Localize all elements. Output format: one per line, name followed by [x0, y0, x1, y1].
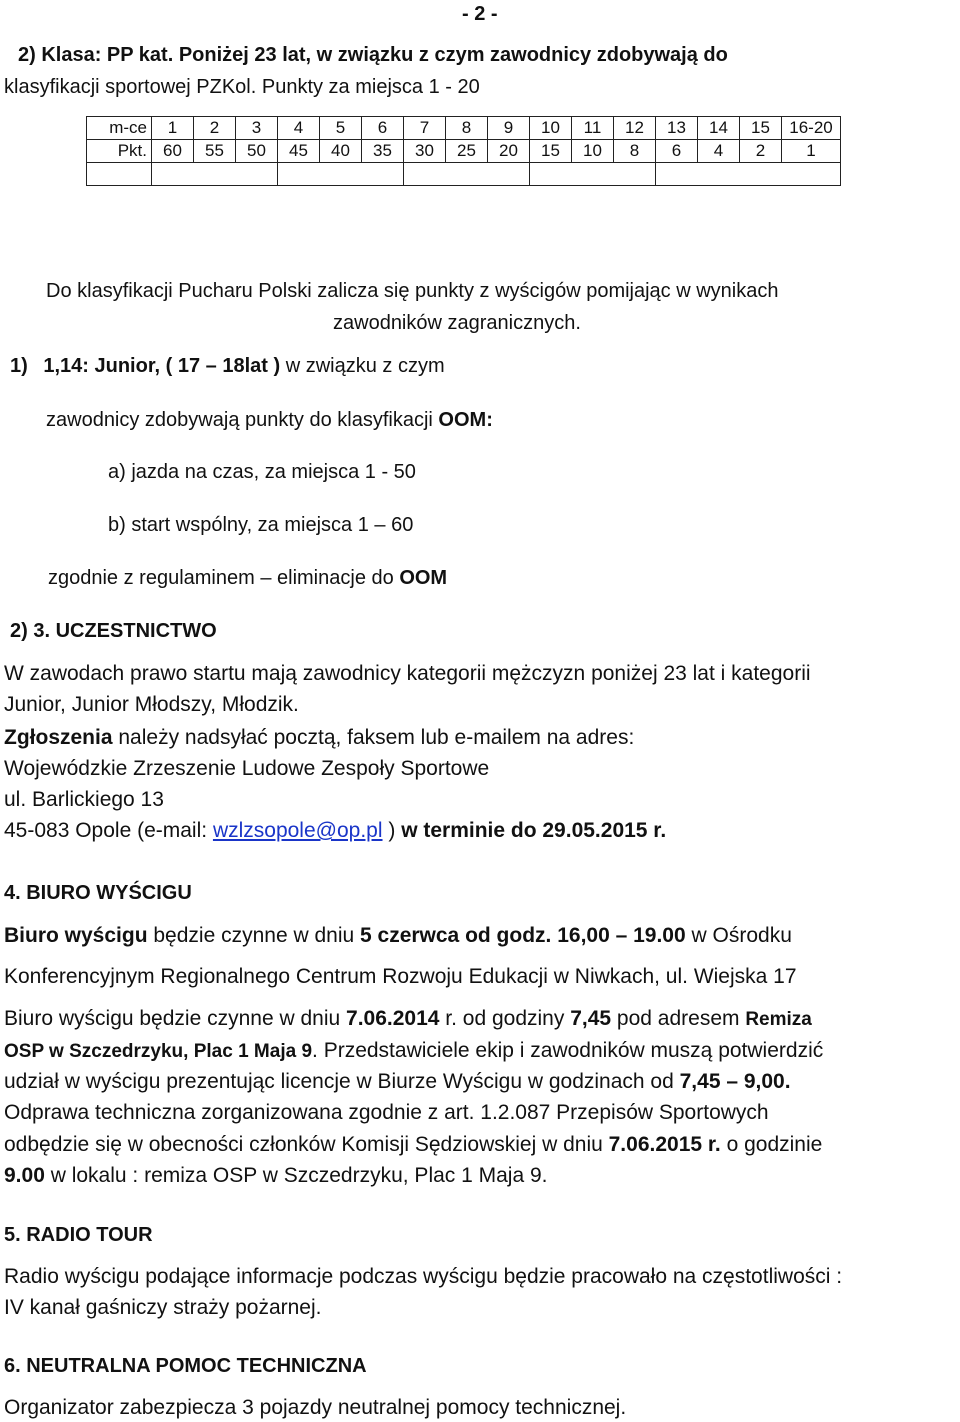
- applications-label: Zgłoszenia: [4, 726, 113, 749]
- junior-heading: [10, 356, 445, 376]
- radio-heading: 5. RADIO TOUR: [4, 1224, 153, 1246]
- neutral-line1: Organizator zabezpiecza 3 pojazdy neutralnej pomocy technicznej.: [4, 1396, 627, 1419]
- empty-cell: [152, 163, 278, 186]
- office-line7: [4, 1134, 822, 1155]
- junior-num: 1): [10, 355, 28, 377]
- radio-line1: Radio wyścigu podające informacje podczas wyścigu będzie pracowało na częstotliwości :: [4, 1265, 843, 1288]
- points-cell: 10: [572, 140, 614, 163]
- section2-text: 2) Klasa: PP kat. Poniżej 23 lat, w związku z czym zawodnicy zdobywają do: [18, 44, 728, 66]
- cup-line2: zawodników zagranicznych.: [333, 312, 581, 334]
- office-time: 7,45: [570, 1007, 612, 1030]
- office-hours: 7,45 – 9,00.: [679, 1070, 791, 1093]
- office-line8-rest: w lokalu : remiza OSP w Szczedrzyku, Plac 1 Maja 9.: [44, 1164, 548, 1187]
- empty-cell: [530, 163, 656, 186]
- oom-label: OOM:: [438, 409, 493, 431]
- junior-item-b: b) start wspólny, za miejsca 1 – 60: [108, 514, 414, 536]
- points-cell: 1: [782, 140, 841, 163]
- participation-line3: [4, 727, 634, 748]
- places-label: m-ce: [87, 117, 152, 140]
- email-link[interactable]: wzlzsopole@op.pl: [212, 819, 383, 842]
- regulation-text: zgodnie z regulaminem – eliminacje do: [48, 567, 400, 589]
- office-line2: Konferencyjnym Regionalnego Centrum Rozwoju Edukacji w Niwkach, ul. Wiejska 17: [4, 965, 797, 988]
- office-line4: [4, 1040, 823, 1061]
- points-cell: 35: [362, 140, 404, 163]
- oom-label: OOM: [399, 567, 448, 589]
- empty-row: [87, 163, 841, 186]
- place-cell: 2: [194, 117, 236, 140]
- junior-title: 1,14: Junior, ( 17 – 18lat ): [43, 355, 281, 377]
- cup-line1: Do klasyfikacji Pucharu Polski zalicza się punkty z wyścigów pomijając w wynikach: [46, 280, 779, 302]
- place-cell: 13: [656, 117, 698, 140]
- place-cell: 15: [740, 117, 782, 140]
- points-table: [86, 116, 841, 186]
- junior-line2-text: zawodnicy zdobywają punkty do klasyfikacji: [46, 409, 439, 431]
- place-cell: 6: [362, 117, 404, 140]
- address-street: ul. Barlickiego 13: [4, 788, 164, 811]
- participation-line1: W zawodach prawo startu mają zawodnicy kategorii mężczyzn poniżej 23 lat i kategorii: [4, 662, 811, 685]
- place-cell: 1: [152, 117, 194, 140]
- place-cell: 3: [236, 117, 278, 140]
- applications-text: należy nadsyłać pocztą, faksem lub e-mailem na adres:: [112, 726, 635, 749]
- points-cell: 6: [656, 140, 698, 163]
- office-line7-c: o godzinie: [720, 1133, 823, 1156]
- points-cell: 15: [530, 140, 572, 163]
- place-cell: 16-20: [782, 117, 841, 140]
- junior-line2: [46, 410, 493, 430]
- radio-line2: IV kanał gaśniczy straży pożarnej.: [4, 1296, 322, 1319]
- page-number: - 2 -: [462, 3, 498, 25]
- neutral-heading: 6. NEUTRALNA POMOC TECHNICZNA: [4, 1355, 367, 1377]
- points-cell: 20: [488, 140, 530, 163]
- points-cell: 4: [698, 140, 740, 163]
- participation-line2: Junior, Junior Młodszy, Młodzik.: [4, 693, 299, 716]
- place-cell: 4: [278, 117, 320, 140]
- points-cell: 55: [194, 140, 236, 163]
- city-text: 45-083 Opole (e-mail:: [4, 819, 213, 842]
- place-cell: 11: [572, 117, 614, 140]
- points-label: Pkt.: [87, 140, 152, 163]
- office-line5: [4, 1071, 791, 1092]
- place-cell: 7: [404, 117, 446, 140]
- office-line8: [4, 1165, 548, 1186]
- points-cell: 8: [614, 140, 656, 163]
- points-cell: 50: [236, 140, 278, 163]
- office-line7-a: odbędzie się w obecności członków Komisji Sędziowskiej w dniu: [4, 1133, 609, 1156]
- office-heading: 4. BIURO WYŚCIGU: [4, 882, 192, 904]
- address-city: [4, 820, 666, 841]
- empty-cell: [404, 163, 530, 186]
- section2-line1: [18, 45, 728, 65]
- office-line3-c: r. od godziny: [439, 1007, 571, 1030]
- city-close: ): [382, 819, 402, 842]
- place-cell: 5: [320, 117, 362, 140]
- office-line1: [4, 925, 792, 946]
- office-time2: 9.00: [4, 1164, 45, 1187]
- office-tail: w Ośrodku: [685, 924, 792, 947]
- place-cell: 9: [488, 117, 530, 140]
- office-place: Remiza: [745, 1009, 812, 1030]
- place-cell: 14: [698, 117, 740, 140]
- empty-cell: [278, 163, 404, 186]
- place-cell: 10: [530, 117, 572, 140]
- points-cell: 25: [446, 140, 488, 163]
- points-cell: 45: [278, 140, 320, 163]
- office-line4-rest: . Przedstawiciele ekip i zawodników muszą potwierdzić: [312, 1039, 824, 1062]
- place-cell: 8: [446, 117, 488, 140]
- places-row: [87, 117, 841, 140]
- office-line3-d: pod adresem: [611, 1007, 746, 1030]
- deadline: w terminie do 29.05.2015 r.: [401, 819, 667, 842]
- points-cell: 30: [404, 140, 446, 163]
- office-line5-a: udział w wyścigu prezentując licencje w Biurze Wyścigu w godzinach od: [4, 1070, 680, 1093]
- address-org: Wojewódzkie Zrzeszenie Ludowe Zespoły Sportowe: [4, 757, 490, 780]
- points-cell: 2: [740, 140, 782, 163]
- office-line3-a: Biuro wyścigu będzie czynne w dniu: [4, 1007, 347, 1030]
- place-cell: 12: [614, 117, 656, 140]
- empty-cell: [656, 163, 841, 186]
- office-label: Biuro wyścigu: [4, 924, 148, 947]
- office-line6: Odprawa techniczna zorganizowana zgodnie z art. 1.2.087 Przepisów Sportowych: [4, 1101, 769, 1124]
- points-row: [87, 140, 841, 163]
- office-place2: OSP w Szczedrzyku, Plac 1 Maja 9: [4, 1041, 313, 1062]
- empty-cell: [87, 163, 152, 186]
- office-date2: 7.06.2014: [346, 1007, 440, 1030]
- office-line3: [4, 1008, 812, 1029]
- office-text: będzie czynne w dniu: [147, 924, 360, 947]
- office-date3: 7.06.2015 r.: [608, 1133, 721, 1156]
- junior-title-tail: w związku z czym: [280, 355, 445, 377]
- office-date: 5 czerwca od godz. 16,00 – 19.00: [360, 924, 686, 947]
- points-cell: 60: [152, 140, 194, 163]
- section2-line2: klasyfikacji sportowej PZKol. Punkty za miejsca 1 - 20: [4, 76, 480, 98]
- junior-item-a: a) jazda na czas, za miejsca 1 - 50: [108, 461, 416, 483]
- participation-heading: 2) 3. UCZESTNICTWO: [10, 620, 217, 642]
- junior-regulation: [48, 568, 447, 588]
- points-cell: 40: [320, 140, 362, 163]
